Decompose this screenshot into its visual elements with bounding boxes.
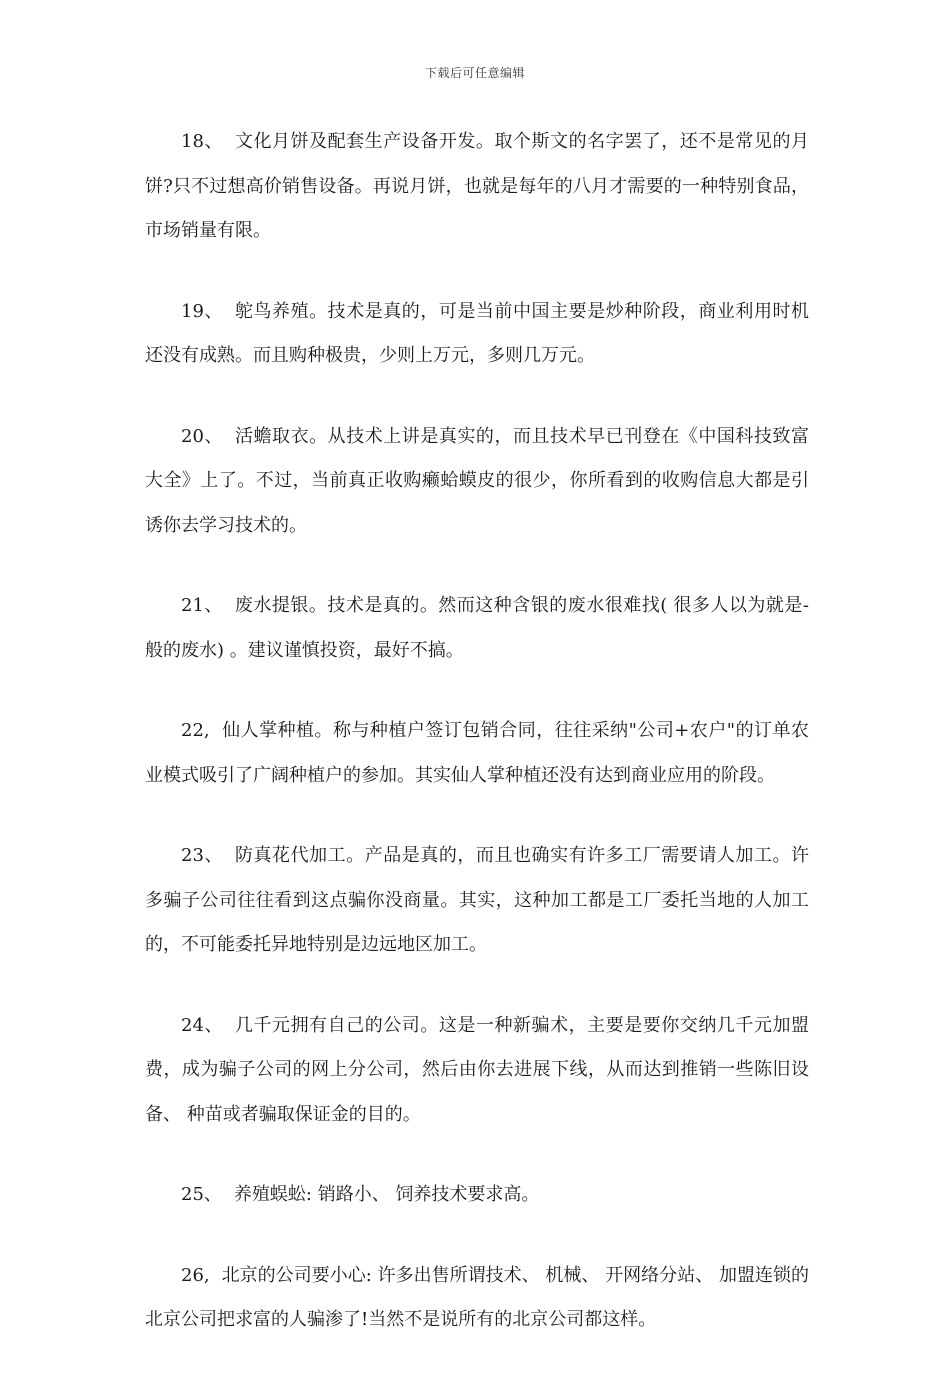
paragraph-20: [145, 415, 809, 549]
paragraph-number: 22,: [181, 720, 210, 741]
paragraph-21: [145, 584, 809, 673]
paragraph-number: 20、: [181, 425, 223, 447]
paragraph-text: 鸵鸟养殖。技术是真的，可是当前中国主要是炒种阶段，商业利用时机还没有成熟。而且购种极贵，少则上万元，多则几万元。: [145, 300, 810, 366]
paragraph-text: 文化月饼及配套生产设备开发。取个斯文的名字罢了，还不是常见的月饼?只不过想高价销售设备。再说月饼，也就是每年的八月才需要的一种特别食品，市场销量有限。: [145, 131, 810, 241]
paragraph-number: 23、: [181, 845, 223, 866]
paragraph-text: 几千元拥有自己的公司。这是一种新骗术，主要是要你交纳几千元加盟费，成为骗子公司的网上分公司，然后由你去进展下线，从而达到推销一些陈旧设备、 种苗或者骗取保证金的目的。: [145, 1014, 810, 1125]
paragraph-number: 19、: [181, 300, 223, 322]
paragraph-text: 北京的公司要小心: 许多出售所谓技术、 机械、 开网络分站、 加盟连锁的北京公司把求富的人骗渗了!当然不是说所有的北京公司都这样。: [145, 1264, 809, 1330]
paragraph-text: 仙人掌种植。称与种植户签订包销合同，往往采纳"公司+农户"的订单农业模式吸引了广阔种植户的参加。其实仙人掌种植还没有达到商业应用的阶段。: [145, 720, 809, 786]
paragraph-25: [145, 1173, 809, 1218]
document-body: [145, 120, 809, 1379]
paragraph-number: 24、: [181, 1014, 223, 1036]
paragraph-19: [145, 290, 809, 379]
paragraph-number: 25、: [181, 1184, 222, 1205]
paragraph-number: 21、: [181, 595, 223, 616]
page-header: 下载后可任意编辑: [424, 66, 525, 80]
paragraph-24: [145, 1004, 809, 1138]
paragraph-text: 废水提银。技术是真的。然而这种含银的废水很难找( 很多人以为就是-般的废水) 。建议谨慎投资，最好不搞。: [145, 595, 809, 661]
paragraph-number: 26,: [181, 1264, 210, 1286]
paragraph-23: [145, 834, 809, 968]
paragraph-22: [145, 709, 809, 798]
paragraph-number: 18、: [181, 131, 223, 152]
paragraph-text: 活蟾取衣。从技术上讲是真实的，而且技术早已刊登在《中国科技致富大全》上了。不过，当前真正收购癞蛤蟆皮的很少，你所看到的收购信息大都是引诱你去学习技术的。: [145, 425, 810, 536]
paragraph-text: 防真花代加工。产品是真的，而且也确实有许多工厂需要请人加工。许多骗子公司往往看到这点骗你没商量。其实，这种加工都是工厂委托当地的人加工的，不可能委托异地特别是边远地区加工。: [145, 845, 810, 955]
paragraph-26: [145, 1254, 809, 1343]
paragraph-18: [145, 120, 809, 254]
paragraph-text: 养殖蜈蚣: 销路小、 饲养技术要求高。: [233, 1184, 540, 1205]
